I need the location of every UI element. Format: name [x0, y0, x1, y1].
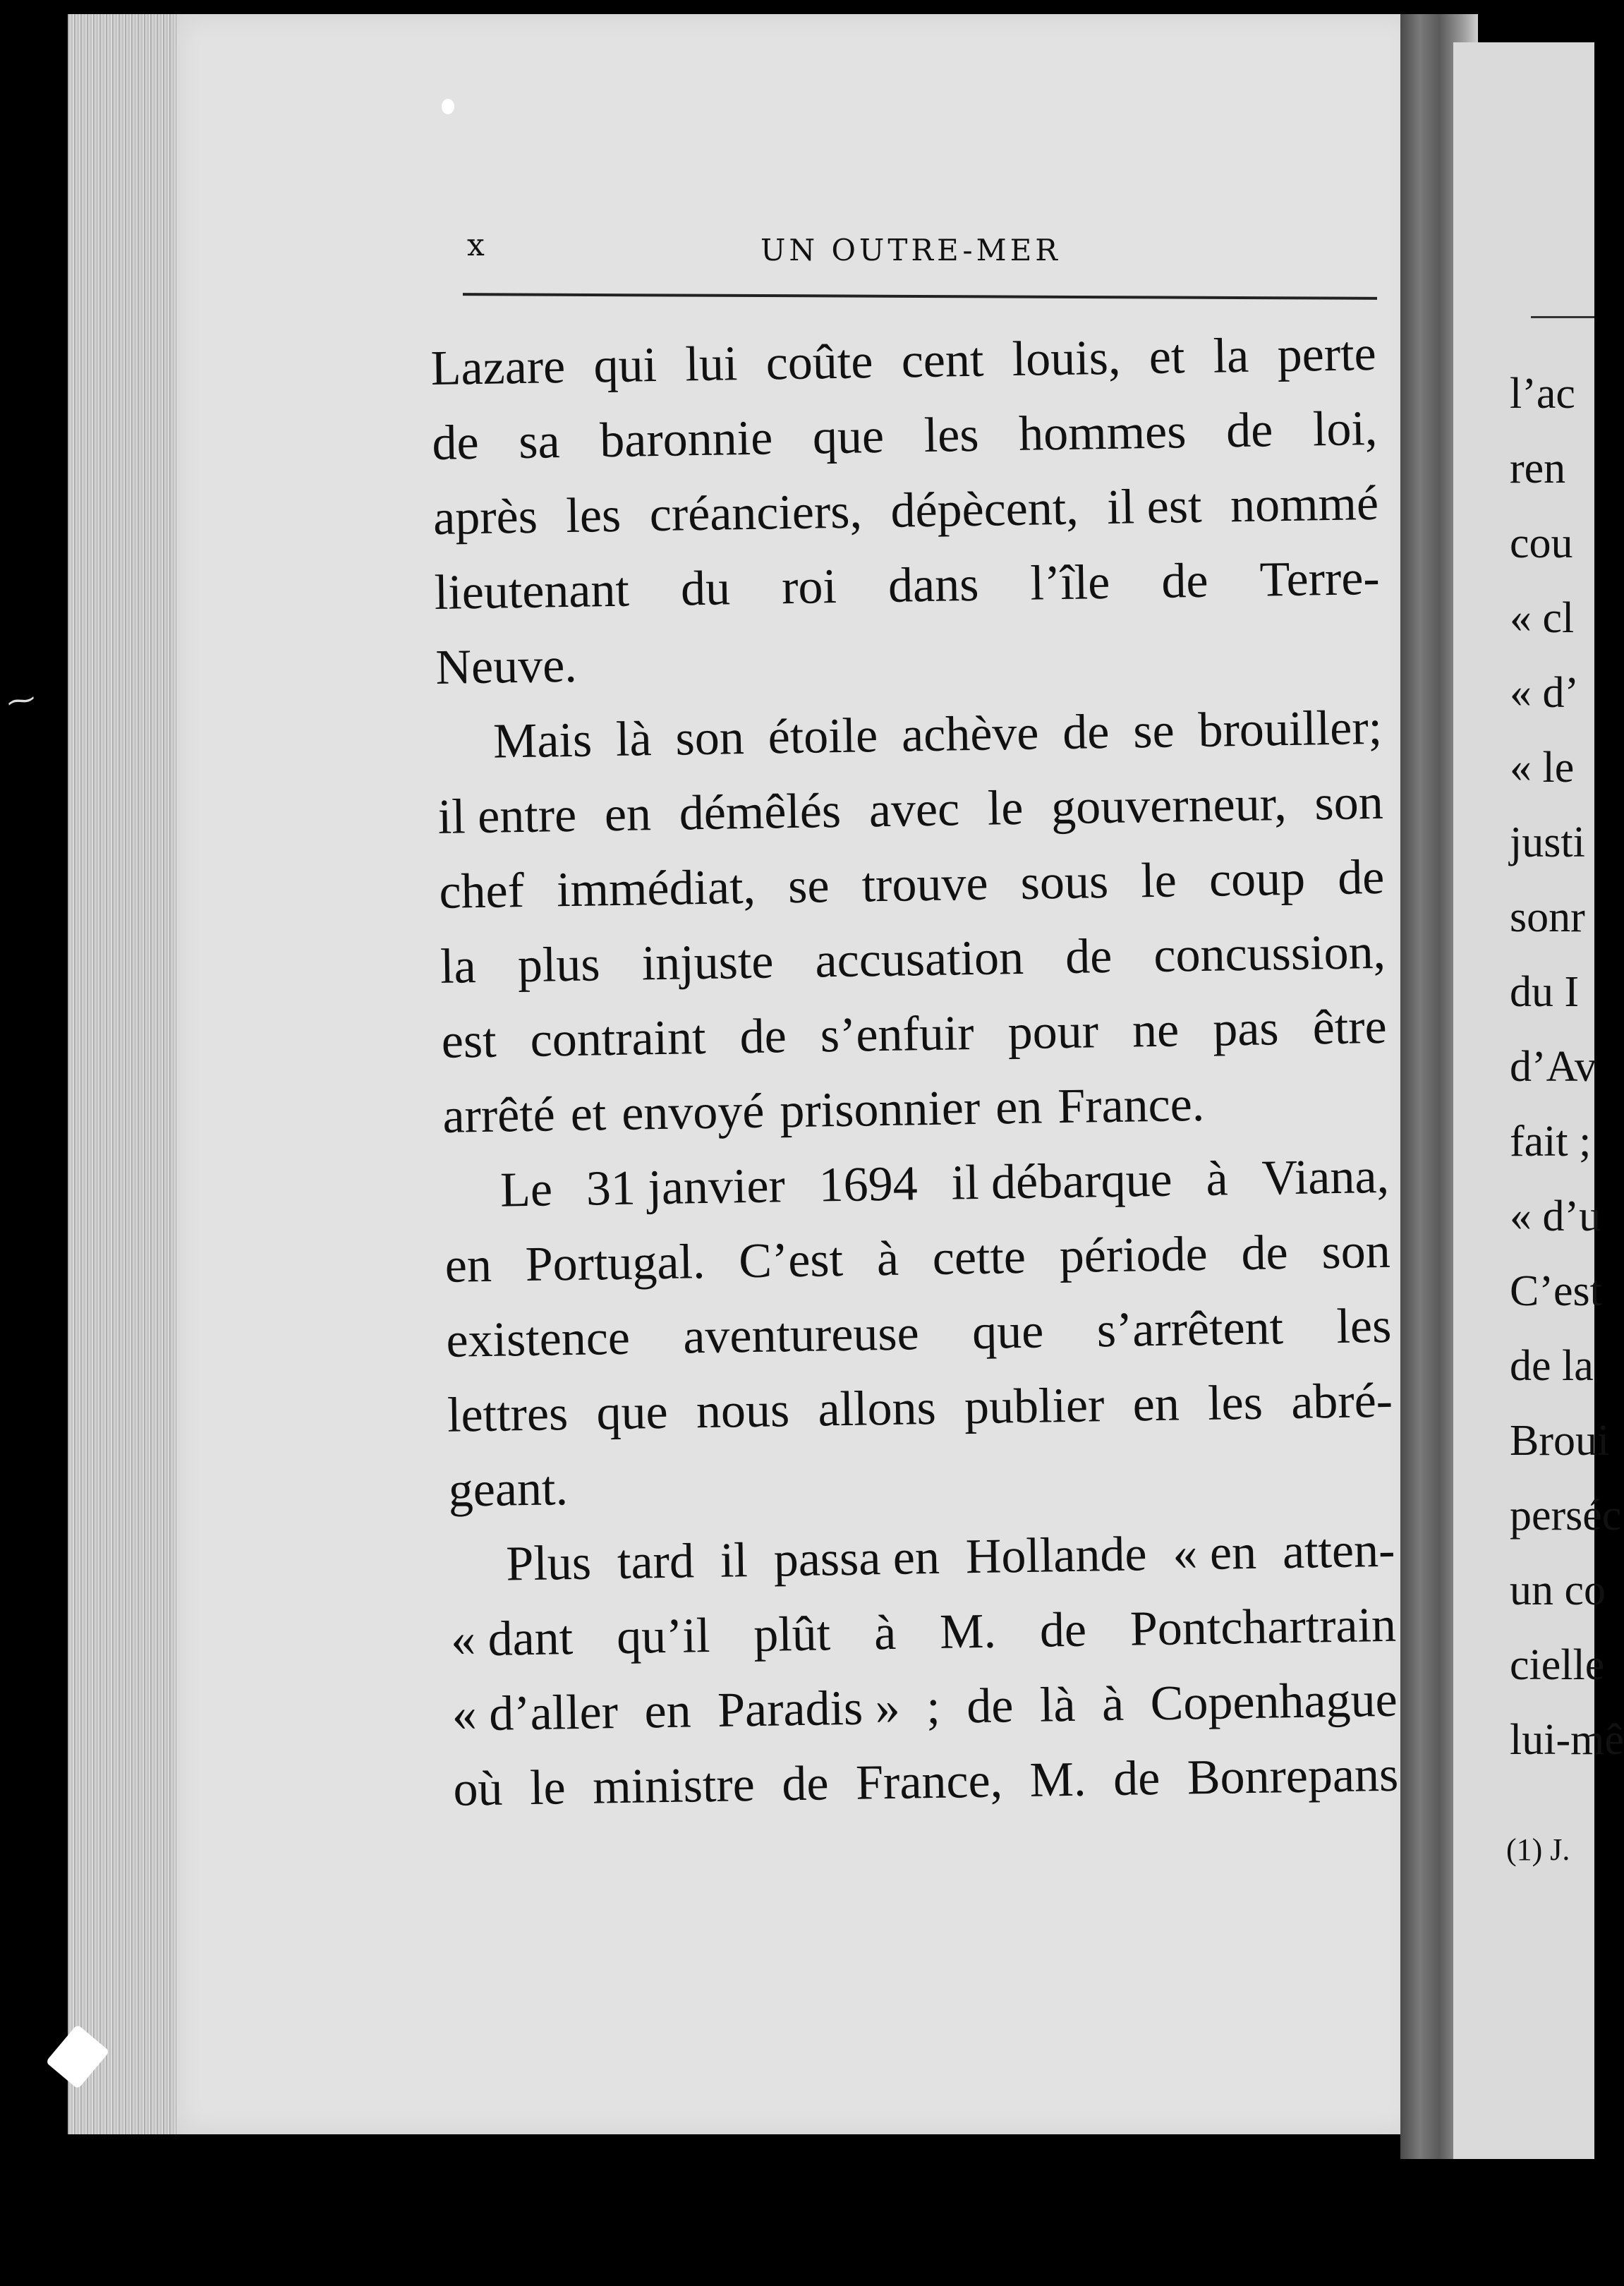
word: chef	[438, 864, 525, 919]
right-line-fragment: « d’	[1510, 669, 1580, 717]
word: M.	[1029, 1752, 1087, 1808]
word: se	[787, 859, 830, 914]
word: baronnie	[599, 411, 773, 468]
word: être	[1312, 999, 1388, 1056]
text-line	[449, 1513, 1395, 1603]
word: Copenhague	[1150, 1672, 1398, 1731]
word: accusation	[814, 930, 1024, 988]
right-line-fragment: du I	[1510, 968, 1580, 1016]
word: sous	[1020, 854, 1109, 910]
right-line-fragment: l’ac	[1510, 370, 1575, 418]
right-line-fragment: « d’u	[1510, 1192, 1601, 1240]
word: l’île	[1029, 555, 1110, 611]
word: allons	[817, 1380, 937, 1437]
word: ne	[1132, 1003, 1180, 1058]
text-line	[448, 1439, 1394, 1528]
text-line	[453, 1738, 1399, 1827]
word: concussion,	[1153, 924, 1386, 983]
text-line	[447, 1364, 1393, 1453]
word: où	[452, 1761, 504, 1817]
right-footnote: (1) J.	[1506, 1832, 1570, 1867]
word: ;	[926, 1679, 941, 1735]
word: contraint	[530, 1010, 707, 1068]
word: existence	[445, 1310, 631, 1368]
word: coûte	[765, 334, 873, 391]
word: lettres	[447, 1386, 569, 1443]
right-line-fragment: d’Av	[1510, 1043, 1596, 1091]
word: les	[1335, 1298, 1392, 1354]
word: il	[720, 1533, 749, 1588]
right-line-fragment: cou	[1510, 519, 1573, 567]
word: lui	[684, 337, 738, 392]
text-line	[446, 1289, 1392, 1379]
text-line	[442, 1065, 1388, 1154]
word: arrêté	[442, 1087, 556, 1144]
word: coup	[1208, 851, 1306, 907]
word: il débarque	[951, 1152, 1173, 1211]
word: loi,	[1312, 401, 1378, 457]
word: Bonrepans	[1187, 1747, 1399, 1806]
word: que	[595, 1384, 669, 1441]
word: Hollande	[965, 1527, 1148, 1585]
body-text	[430, 317, 1399, 1827]
word: Pontchartrain	[1129, 1597, 1397, 1657]
word: qui	[593, 337, 658, 394]
word: en	[604, 787, 652, 842]
word: le	[529, 1760, 566, 1816]
right-line-fragment: sonr	[1510, 893, 1585, 941]
page-folio: x	[467, 227, 485, 263]
word: là	[1039, 1677, 1077, 1733]
word: injuste	[641, 934, 774, 991]
word: en	[1132, 1377, 1180, 1432]
word: de	[739, 1009, 787, 1065]
right-line-fragment: cielle	[1510, 1641, 1605, 1689]
word: Mais	[492, 713, 593, 769]
word: pas	[1212, 1001, 1280, 1057]
word: geant.	[448, 1461, 569, 1518]
word: hommes	[1018, 404, 1187, 461]
word: la	[1213, 328, 1249, 384]
word: la	[440, 939, 477, 994]
word: Neuve.	[435, 638, 578, 695]
word: louis,	[1012, 330, 1121, 387]
word: cette	[932, 1229, 1026, 1286]
word: du	[680, 561, 731, 617]
right-line-fragment: perséc	[1510, 1492, 1622, 1540]
word: passa en	[773, 1530, 940, 1588]
word: France.	[1057, 1077, 1205, 1135]
word: roi	[781, 560, 837, 615]
word: prisonnier	[779, 1080, 981, 1139]
word: avec	[868, 782, 960, 838]
film-speck	[442, 99, 454, 114]
word: et	[570, 1087, 607, 1142]
word: nommé	[1230, 476, 1379, 533]
word: son	[1314, 775, 1384, 831]
word: 31 janvier	[586, 1159, 786, 1216]
word: après	[432, 489, 538, 545]
word: France,	[855, 1753, 1003, 1810]
word: perte	[1277, 326, 1377, 383]
word: 1694	[818, 1156, 919, 1213]
right-line-fragment: de la	[1510, 1342, 1594, 1390]
right-line-fragment: justi	[1510, 818, 1585, 866]
word: ministre	[592, 1758, 756, 1815]
word: publier	[964, 1378, 1105, 1435]
text-line	[437, 766, 1383, 855]
word: « d’aller	[452, 1685, 619, 1742]
word: C’est	[738, 1232, 844, 1289]
word: démêlés	[679, 783, 842, 841]
word: dépècent,	[890, 480, 1079, 538]
word: atten-	[1282, 1523, 1395, 1580]
word: il est	[1106, 478, 1203, 535]
word: à	[1101, 1676, 1125, 1732]
word: il entre	[437, 787, 577, 845]
word: les	[923, 407, 980, 464]
text-line	[434, 541, 1380, 631]
word: Viana,	[1261, 1149, 1390, 1206]
text-line	[439, 840, 1385, 930]
right-line-fragment: « le	[1510, 744, 1575, 792]
word: se	[1132, 703, 1175, 759]
text-line	[440, 915, 1386, 1005]
right-page-text	[1510, 356, 1624, 1777]
word: de	[1240, 1226, 1289, 1281]
word: s’enfuir	[820, 1006, 975, 1063]
word: « en	[1172, 1525, 1257, 1581]
word: abré-	[1290, 1373, 1393, 1430]
word: Le	[499, 1162, 553, 1218]
word: Terre-	[1259, 550, 1381, 607]
word: de	[1113, 1751, 1161, 1807]
word: qu’il	[616, 1609, 710, 1665]
word: de	[1039, 1602, 1087, 1658]
word: Lazare	[430, 339, 566, 396]
word: Portugal.	[525, 1235, 706, 1293]
word: à	[876, 1231, 899, 1287]
word: gouverneur,	[1050, 777, 1287, 835]
word: à	[873, 1605, 897, 1661]
word: et	[1149, 329, 1185, 385]
margin-scribble: ⁓	[4, 682, 38, 720]
word: immédiat,	[556, 859, 756, 918]
right-line-fragment: C’est	[1510, 1267, 1602, 1315]
word: son	[1321, 1223, 1391, 1280]
text-line	[444, 1214, 1390, 1304]
word: les	[565, 488, 622, 544]
text-line	[435, 616, 1381, 706]
word: créanciers,	[649, 484, 863, 543]
word: pour	[1007, 1004, 1099, 1060]
word: étoile	[768, 708, 878, 765]
word: de	[431, 415, 480, 471]
word: de	[1062, 704, 1110, 760]
word: son	[674, 710, 745, 766]
word: lieutenant	[434, 562, 630, 620]
word: achève	[901, 706, 1039, 763]
word: « dant	[450, 1611, 574, 1667]
text-line	[436, 691, 1382, 780]
word: le	[1140, 853, 1177, 909]
word: de	[1225, 403, 1273, 459]
word: de	[781, 1756, 830, 1812]
right-line-fragment: « cl	[1510, 594, 1575, 642]
text-line	[432, 392, 1378, 481]
word: que	[971, 1304, 1044, 1360]
word: M.	[939, 1604, 997, 1659]
word: période	[1059, 1226, 1208, 1284]
word: Paradis »	[717, 1680, 901, 1738]
word: dans	[887, 557, 979, 613]
right-line-fragment: Broui	[1510, 1417, 1610, 1465]
word: tard	[617, 1534, 695, 1590]
word: en	[444, 1238, 492, 1293]
word: nous	[696, 1383, 790, 1439]
word: plût	[753, 1607, 831, 1663]
word: en	[643, 1683, 692, 1739]
text-line	[430, 317, 1376, 406]
text-line	[432, 466, 1378, 556]
word: le	[987, 780, 1024, 836]
right-line-fragment: lui-mê	[1510, 1716, 1624, 1764]
word: en	[995, 1080, 1043, 1135]
word: brouiller;	[1197, 700, 1383, 758]
word: de	[966, 1679, 1014, 1734]
word: plus	[517, 937, 601, 993]
word: de	[1337, 849, 1385, 905]
word: sa	[518, 414, 561, 470]
word: est	[441, 1013, 497, 1069]
word: cent	[901, 332, 984, 389]
right-line-fragment: fait ;	[1510, 1118, 1592, 1166]
word: trouve	[861, 856, 989, 913]
word: envoyé	[621, 1084, 765, 1141]
word: Plus	[505, 1535, 592, 1592]
right-header-rule	[1531, 316, 1594, 318]
word: les	[1207, 1375, 1264, 1431]
text-line	[443, 1139, 1389, 1229]
word: que	[812, 409, 885, 465]
right-line-fragment: un co	[1510, 1566, 1606, 1614]
right-line-fragment: ren	[1510, 445, 1566, 492]
word: à	[1205, 1151, 1229, 1206]
word: s’arrêtent	[1096, 1300, 1284, 1358]
word: de	[1161, 553, 1209, 609]
word: là	[615, 712, 653, 767]
running-title: UN OUTRE-MER	[761, 233, 1061, 267]
word: de	[1065, 929, 1113, 984]
text-line	[441, 990, 1387, 1080]
text-line	[450, 1588, 1396, 1678]
text-line	[452, 1663, 1398, 1753]
word: aventureuse	[682, 1306, 920, 1365]
